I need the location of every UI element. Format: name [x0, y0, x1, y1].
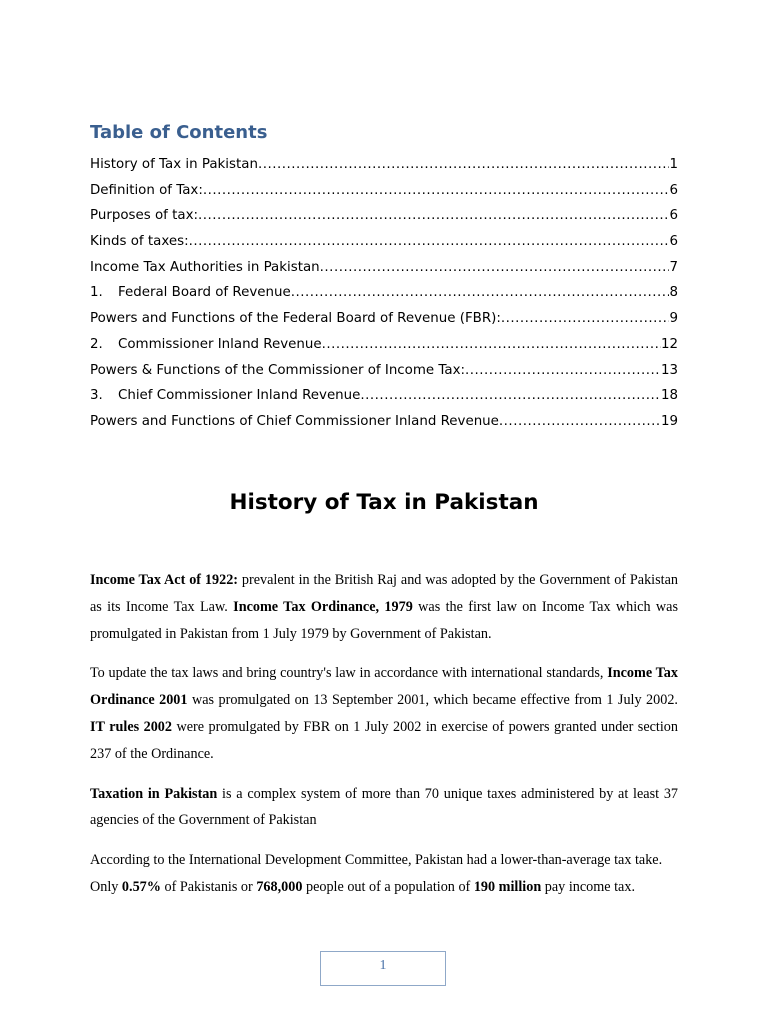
toc-entry-page: 13 — [660, 362, 678, 378]
toc-entry-label: Chief Commissioner Inland Revenue — [118, 388, 361, 404]
text-run: were promulgated by FBR on 1 July 2002 in exercise of powers granted under section 237 of the Ordinance. — [90, 718, 678, 762]
toc-leader — [189, 229, 670, 255]
toc-entry[interactable] — [90, 383, 678, 409]
toc-entry-page: 9 — [669, 311, 678, 327]
toc-leader — [291, 280, 670, 306]
text-run: was promulgated on 13 September 2001, which became effective from 1 July 2002. — [187, 692, 678, 709]
toc-entry[interactable] — [90, 409, 678, 435]
toc-entry-label: Powers and Functions of Chief Commissioner Inland Revenue — [90, 413, 499, 429]
bold-term: Income Tax Act of 1922: — [90, 572, 239, 588]
text-run: is a complex system of more than 70 unique taxes administered by at least 37 agencies of the Government of Pakistan — [90, 785, 679, 829]
toc-entry-label: Commissioner Inland Revenue — [118, 336, 322, 352]
toc-entry-label: Powers and Functions of the Federal Board of Revenue (FBR): — [90, 311, 501, 327]
table-of-contents — [90, 152, 678, 435]
toc-entry[interactable] — [90, 358, 678, 384]
toc-entry[interactable] — [90, 152, 678, 178]
toc-leader — [320, 255, 670, 281]
toc-entry-page: 18 — [660, 388, 678, 404]
text-run: To update the tax laws and bring country's law in accordance with international standards, — [90, 665, 608, 682]
toc-entry[interactable] — [90, 229, 678, 255]
bold-term: 190 million — [473, 878, 542, 895]
toc-leader — [499, 409, 661, 435]
toc-entry-number: 2. — [90, 336, 103, 352]
toc-entry[interactable] — [90, 332, 678, 358]
toc-entry-label: Federal Board of Revenue — [118, 285, 291, 301]
toc-leader — [501, 306, 670, 332]
toc-entry-label: Definition of Tax: — [90, 182, 203, 198]
bold-term: Taxation in Pakistan — [90, 785, 218, 802]
text-run: According to the International Development Committee, Pakistan had a lower-than-average tax take. Only — [90, 852, 663, 895]
text-run: pay income tax. — [541, 878, 635, 895]
toc-title: Table of Contents — [90, 122, 268, 143]
bold-term: IT rules 2002 — [90, 718, 172, 735]
toc-entry[interactable] — [90, 280, 678, 306]
bold-term: 768,000 — [256, 878, 303, 895]
toc-entry-page: 6 — [669, 208, 678, 224]
toc-entry-page: 8 — [669, 285, 678, 301]
toc-entry-label: Income Tax Authorities in Pakistan — [90, 259, 320, 275]
text-run: of Pakistanis or — [160, 878, 257, 895]
toc-leader — [258, 152, 670, 178]
toc-entry-page: 12 — [660, 336, 678, 352]
toc-entry[interactable] — [90, 203, 678, 229]
toc-entry-page: 6 — [669, 234, 678, 250]
toc-entry-page: 19 — [660, 413, 678, 429]
text-run: people out of a population of — [302, 878, 474, 895]
toc-leader — [465, 358, 661, 384]
page-number: 1 — [320, 951, 446, 986]
toc-entry[interactable] — [90, 178, 678, 204]
section-body — [90, 567, 678, 914]
toc-entry[interactable] — [90, 306, 678, 332]
toc-entry-page: 6 — [669, 182, 678, 198]
toc-entry-label: Powers & Functions of the Commissioner of Income Tax: — [90, 362, 466, 378]
toc-entry-label: Kinds of taxes: — [90, 234, 189, 250]
toc-leader — [198, 203, 669, 229]
toc-entry-label: Purposes of tax: — [90, 208, 199, 224]
toc-leader — [360, 383, 661, 409]
toc-entry-number: 1. — [90, 285, 103, 301]
toc-leader — [322, 332, 661, 358]
toc-entry-page: 1 — [669, 157, 678, 172]
section-heading: History of Tax in Pakistan — [229, 490, 539, 515]
toc-entry[interactable] — [90, 255, 678, 281]
bold-term: Income Tax Ordinance 2001 — [90, 665, 678, 709]
text-run: was the first law on Income Tax which was promulgated in Pakistan from 1 July 1979 by Government of Pakistan. — [90, 598, 678, 642]
bold-term: Income Tax Ordinance, 1979 — [233, 598, 413, 615]
paragraph — [90, 847, 678, 901]
paragraph — [90, 781, 678, 835]
toc-entry-label: History of Tax in Pakistan — [90, 157, 258, 172]
toc-entry-number: 3. — [90, 388, 103, 404]
text-run: prevalent in the British Raj and was adopted by the Government of Pakistan as its Income Tax Law. — [90, 572, 678, 615]
paragraph — [90, 567, 678, 647]
toc-leader — [203, 178, 670, 204]
paragraph — [90, 660, 678, 767]
bold-term: 0.57% — [121, 878, 161, 895]
toc-entry-page: 7 — [669, 259, 678, 275]
